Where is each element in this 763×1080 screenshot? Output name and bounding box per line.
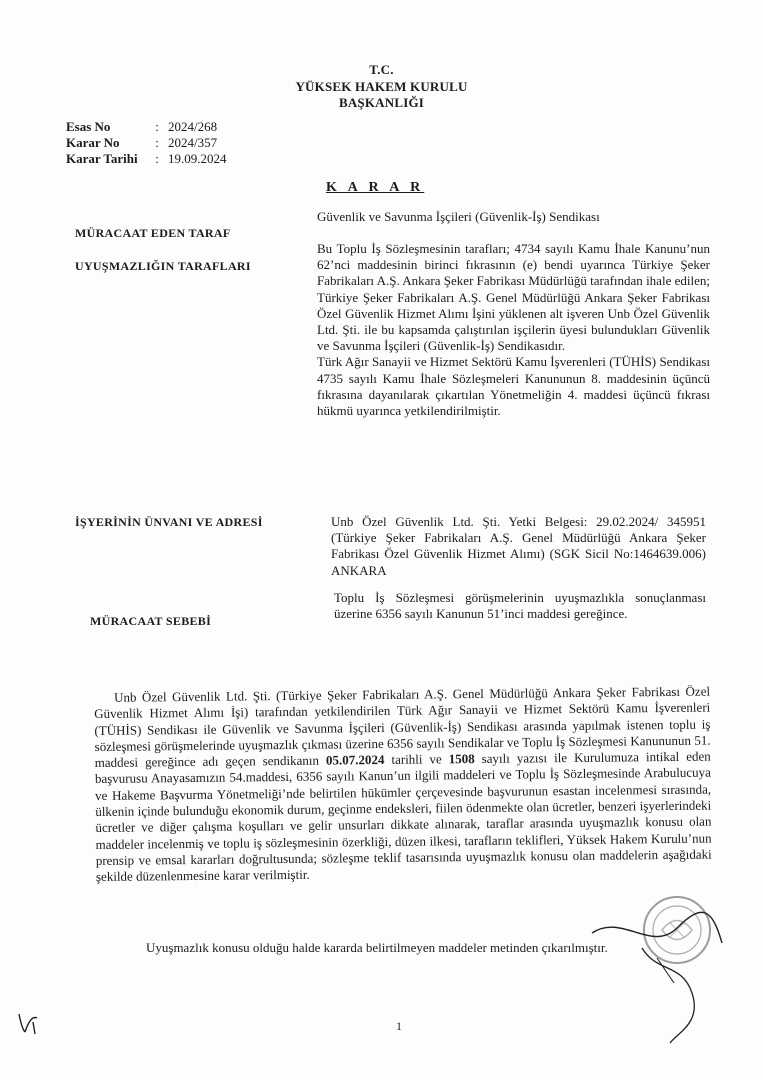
- meta-sep: :: [155, 119, 159, 134]
- body-part-3: sayılı yazısı ile Kurulumuza intikal eden başvurusu Anayasamızın 54.maddesi, 6356 sayılı Kanun’un ilgili maddeleri ve Toplu İş Sözleşmesinde Arabulucuya ve Hakeme Başvurma Yönetmeliği’nde belirtilen hükümler çerçevesinde başvurunun esastan incelenmesi sırasında, ülkenin içinde bulunduğu ekonomik durum, geçinme endeksleri, fiilen ödenmekte olan ücretler, benzeri işyerlerindeki ücretler ve diğer çalışma koşulları ve gelir unsurları dikkate alınarak, taraflar arasında uyuşmazlık konusu olan maddeler incelenmiş ve toplu iş sözleşmesinin özerkliği, düzen ilkesi, tarafların teklifleri, Yüksek Hakem Kurulu’nun prensip ve emsal kararları doğrultusunda; sözleşme teklif tasarısında uyuşmazlık konusu olan maddelerin aşağıdaki şekilde düzenlenmesine karar verilmiştir.: [94, 748, 712, 885]
- value-reason: [334, 590, 706, 622]
- label-parties: UYUŞMAZLIĞIN TARAFLARI: [75, 259, 251, 273]
- meta-key: Esas No: [66, 119, 111, 134]
- parties-paragraph-1: Bu Toplu İş Sözleşmesinin tarafları; 4734 sayılı Kamu İhale Kanunu’nun 62’nci maddesinin birinci fıkrasının (e) bendi uyarınca Türkiye Şeker Fabrikaları A.Ş. Ankara Şeker Fabrikası Müdürlüğü tarafından ihale edilen; Türkiye Şeker Fabrikaları A.Ş. Genel Müdürlüğü Ankara Şeker Fabrikası Özel Güvenlik Hizmet Alımı İşini yüklenen alt işveren Unb Özel Güvenlik Ltd. Şti. ile bu kapsamda çalıştırılan işçilerin üyesi bulundukları Güvenlik ve Savunma İşçileri (Güvenlik-İş) Sendikasıdır.: [317, 241, 710, 354]
- signature-icon: [582, 903, 732, 1048]
- meta-row-karar: [66, 135, 227, 151]
- page-number: 1: [396, 1019, 402, 1033]
- meta-sep: :: [155, 135, 159, 150]
- label-reason: MÜRACAAT SEBEBİ: [90, 614, 212, 628]
- value-applicant: [317, 209, 710, 225]
- closing-sentence: Uyuşmazlık konusu olduğu halde kararda belirtilmeyen maddeler metinden çıkarılmıştır.: [146, 940, 608, 955]
- reason-text: Toplu İş Sözleşmesi görüşmelerinin uyuşmazlıkla sonuçlanması üzerine 6356 sayılı Kanunun 51’inci maddesi gereğince.: [334, 590, 706, 622]
- meta-row-esas: [66, 119, 227, 135]
- label-applicant: MÜRACAAT EDEN TARAF: [75, 226, 231, 240]
- decision-body: [94, 684, 712, 886]
- meta-row-tarih: [66, 151, 227, 167]
- body-date: 05.07.2024: [325, 752, 385, 768]
- parties-paragraph-2: Türk Ağır Sanayii ve Hizmet Sektörü Kamu İşverenleri (TÜHİS) Sendikası 4735 sayılı Kamu İhale Sözleşmeleri Kanununun 8. maddesinin üçüncü fıkrasına dayanılarak çıkartılan Yönetmeliğin 4. maddesi üçüncü fıkrası hükmü uyarınca yetkilendirilmiştir.: [317, 354, 710, 419]
- case-meta: [66, 119, 227, 167]
- body-part-2: tarihli ve: [384, 751, 449, 768]
- meta-key: Karar Tarihi: [66, 151, 138, 166]
- decision-title: K A R A R: [326, 180, 425, 195]
- workplace-text: Unb Özel Güvenlik Ltd. Şti. Yetki Belgesi: 29.02.2024/ 345951 (Türkiye Şeker Fabrikaları A.Ş. Genel Müdürlüğü Ankara Şeker Fabrikası Özel Güvenlik Hizmet Alımı) (SGK Sicil No:1464639.006) ANKARA: [331, 514, 706, 578]
- meta-key: Karar No: [66, 135, 120, 150]
- meta-value: 19.09.2024: [168, 151, 227, 166]
- applicant-text: Güvenlik ve Savunma İşçileri (Güvenlik-İş) Sendikası: [317, 209, 600, 224]
- header-tc: T.C.: [369, 62, 394, 77]
- label-workplace: İŞYERİNİN ÜNVANI VE ADRESİ: [75, 515, 263, 529]
- header-department: BAŞKANLIĞI: [338, 95, 425, 110]
- body-number: 1508: [448, 751, 475, 767]
- value-parties: [317, 241, 710, 419]
- value-workplace: [331, 514, 706, 579]
- header-institution: YÜKSEK HAKEM KURULU: [295, 79, 468, 94]
- body-part-1: Unb Özel Güvenlik Ltd. Şti. (Türkiye Şeker Fabrikaları A.Ş. Genel Müdürlüğü Ankara Şeker Fabrikası Özel Güvenlik Hizmet Alımı İşi) tarafından yetkilendirilen Türk Ağır Sanayii ve Hizmet Sektörü Kamu İşverenleri (TÜHİS) Sendikası ile Güvenlik ve Savunma İşçileri (Güvenlik-İş) Sendikası arasında yapılmak istenen toplu iş sözleşmesi görüşmelerinde uyuşmazlık çıkması üzerine 6356 sayılı Sendikalar ve Toplu İş Sözleşmesi Kanununun 51. maddesi gereğince adı geçen sendikanın: [94, 683, 711, 771]
- meta-value: 2024/357: [168, 135, 218, 150]
- initials-icon: [15, 1010, 41, 1036]
- meta-sep: :: [155, 151, 159, 166]
- meta-value: 2024/268: [168, 119, 218, 134]
